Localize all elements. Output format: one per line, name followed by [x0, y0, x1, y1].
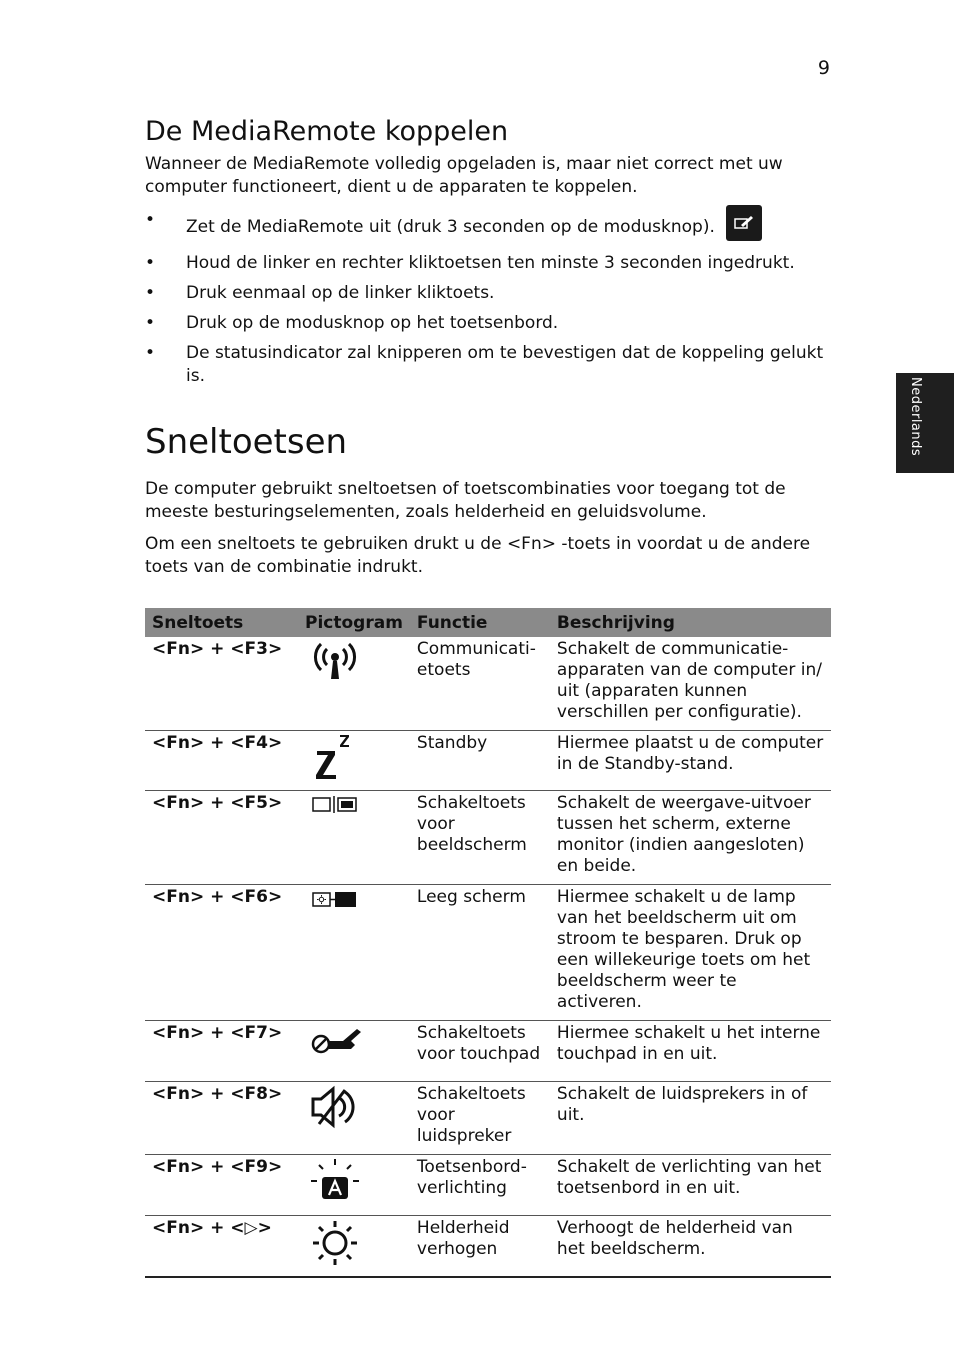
step-text: Druk eenmaal op de linker kliktoets.: [186, 283, 495, 303]
function-cell: Communicati-etoets: [410, 637, 550, 731]
bullet: •: [145, 313, 156, 333]
description-cell: Hiermee schakelt u de lamp van het beeldscherm uit om stroom te besparen. Druk op een willekeurige toets om het beeldscherm weer te activeren.: [550, 885, 831, 1021]
section-intro: Wanneer de MediaRemote volledig opgeladen is, maar niet correct met uw computer functioneert, dient u de apparaten te koppelen.: [145, 154, 783, 197]
table-row: [145, 731, 831, 791]
touchpad-toggle-icon: [298, 1021, 410, 1082]
hotkey-cell: <Fn> + <F7>: [145, 1021, 298, 1082]
function-cell: Schakeltoets voor luidspreker: [410, 1082, 550, 1155]
table-row: [145, 1082, 831, 1155]
wireless-communication-icon: [298, 637, 410, 731]
speaker-mute-icon: [298, 1082, 410, 1155]
description-cell: Schakelt de communicatie-apparaten van de computer in/ uit (apparaten kunnen verschillen per configuratie).: [550, 637, 831, 731]
pairing-steps-list: [145, 209, 831, 388]
function-cell: Schakeltoets voor beeldscherm: [410, 791, 550, 885]
bullet: •: [145, 210, 156, 230]
hotkey-cell: <Fn> + <▷>: [145, 1216, 298, 1277]
list-item: [145, 209, 831, 245]
function-cell: Schakeltoets voor touchpad: [410, 1021, 550, 1082]
function-cell: Helderheid verhogen: [410, 1216, 550, 1277]
step-text: De statusindicator zal knipperen om te bevestigen dat de koppeling gelukt is.: [186, 343, 824, 386]
list-item: [145, 312, 831, 335]
description-cell: Schakelt de weergave-uitvoer tussen het scherm, externe monitor (indien aangesloten) en beide.: [550, 791, 831, 885]
table-row: [145, 1216, 831, 1277]
description-cell: Schakelt de luidsprekers in of uit.: [550, 1082, 831, 1155]
table-row: [145, 637, 831, 731]
language-tab-label: Nederlands: [908, 377, 923, 457]
table-header-row: [145, 608, 831, 637]
hotkeys-table: [145, 608, 831, 1278]
function-cell: Toetsenbord-verlichting: [410, 1155, 550, 1216]
language-side-tab: [896, 373, 954, 473]
hotkey-cell: <Fn> + <F9>: [145, 1155, 298, 1216]
hotkeys-intro: De computer gebruikt sneltoetsen of toetscombinaties voor toegang tot de meeste besturingselementen, zoals helderheid en geluidsvolume.: [145, 479, 786, 522]
section-title: De MediaRemote koppelen: [145, 116, 509, 147]
function-cell: Standby: [410, 731, 550, 791]
mode-key-icon: [726, 205, 762, 241]
function-cell: Leeg scherm: [410, 885, 550, 1021]
column-header: Functie: [410, 608, 550, 637]
description-cell: Hiermee plaatst u de computer in de Standby-stand.: [550, 731, 831, 791]
blank-screen-icon: [298, 885, 410, 1021]
hotkey-cell: <Fn> + <F5>: [145, 791, 298, 885]
bullet: •: [145, 253, 156, 273]
hotkey-cell: <Fn> + <F3>: [145, 637, 298, 731]
keyboard-backlight-icon: [298, 1155, 410, 1216]
list-item: [145, 282, 831, 305]
step-text: Houd de linker en rechter kliktoetsen ten minste 3 seconden ingedrukt.: [186, 253, 795, 273]
step-text: Druk op de modusknop op het toetsenbord.: [186, 313, 559, 333]
table-row: [145, 791, 831, 885]
hotkey-cell: <Fn> + <F8>: [145, 1082, 298, 1155]
table-row: [145, 885, 831, 1021]
hotkey-cell: <Fn> + <F6>: [145, 885, 298, 1021]
hotkey-cell: <Fn> + <F4>: [145, 731, 298, 791]
display-toggle-icon: [298, 791, 410, 885]
brightness-up-icon: [298, 1216, 410, 1277]
column-header: Sneltoets: [145, 608, 298, 637]
description-cell: Schakelt de verlichting van het toetsenbord in en uit.: [550, 1155, 831, 1216]
column-header: Pictogram: [298, 608, 410, 637]
page-number: 9: [817, 57, 830, 79]
step-text: Zet de MediaRemote uit (druk 3 seconden op de modusknop).: [186, 217, 715, 237]
bullet: •: [145, 283, 156, 303]
standby-zz-icon: [298, 731, 410, 791]
description-cell: Hiermee schakelt u het interne touchpad in en uit.: [550, 1021, 831, 1082]
table-row: [145, 1021, 831, 1082]
list-item: [145, 342, 831, 388]
bullet: •: [145, 343, 156, 363]
description-cell: Verhoogt de helderheid van het beeldscherm.: [550, 1216, 831, 1277]
hotkeys-usage: Om een sneltoets te gebruiken drukt u de <Fn> -toets in voordat u de andere toets van de combinatie indrukt.: [145, 534, 811, 577]
list-item: [145, 252, 831, 275]
table-row: [145, 1155, 831, 1216]
hotkeys-title: Sneltoetsen: [145, 422, 348, 462]
page-content: [145, 115, 831, 1278]
column-header: Beschrijving: [550, 608, 831, 637]
